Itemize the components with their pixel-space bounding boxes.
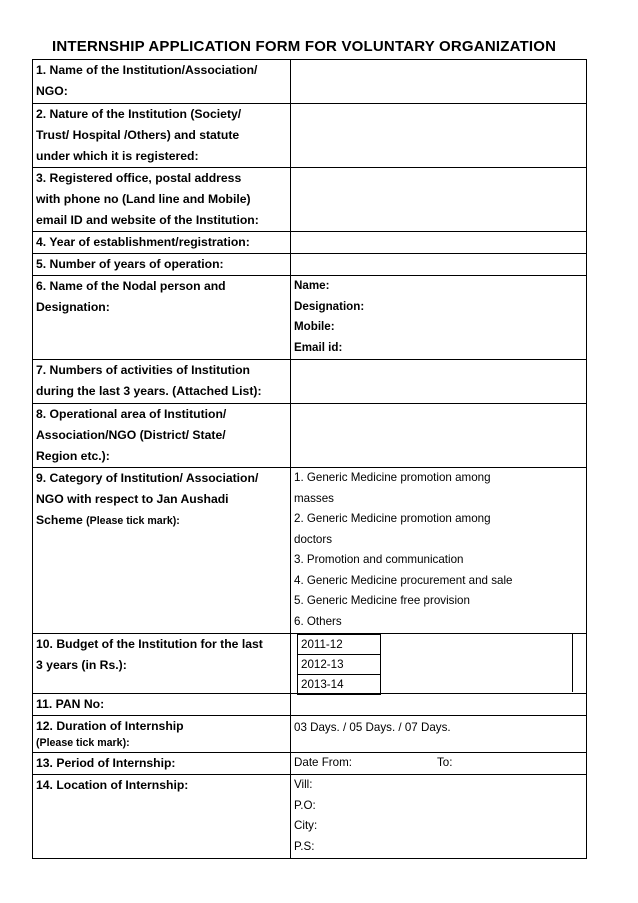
table-row [33,775,587,859]
answer-period [291,753,587,775]
table-row [33,694,587,716]
police-station-field[interactable]: P.S: [294,839,315,853]
question-text: Scheme [36,513,83,527]
table-row [33,753,587,775]
answer-operational-area[interactable] [291,404,587,468]
answer-activities[interactable] [291,360,587,404]
question-text: email ID and website of the Institution: [36,213,259,227]
question-category [33,468,291,634]
answer-institution-name[interactable] [291,60,587,104]
category-option[interactable]: doctors [294,532,333,546]
answer-year-establishment[interactable] [291,232,587,254]
question-text: NGO with respect to Jan Aushadi [36,492,229,506]
question-pan [33,694,291,716]
question-activities [33,360,291,404]
answer-institution-nature[interactable] [291,104,587,168]
question-year-establishment [33,232,291,254]
budget-amount-field[interactable] [371,634,573,692]
nodal-name-field[interactable]: Name: [294,279,330,292]
city-field[interactable]: City: [294,819,318,832]
question-text: 3 years (in Rs.): [36,658,127,672]
question-institution-nature [33,104,291,168]
question-text: 8. Operational area of Institution/ [36,407,227,421]
question-text: Region etc.): [36,449,110,463]
date-from-field[interactable]: Date From: [294,756,352,769]
tick-instruction: (Please tick mark): [86,515,180,527]
table-row [33,404,587,468]
question-text: 13. Period of Internship: [36,756,176,770]
question-text: NGO: [36,84,68,98]
table-row [33,634,587,694]
budget-year-label: 2011-12 [298,635,381,655]
table-row [33,60,587,104]
application-form-table [32,59,587,859]
category-option[interactable]: 5. Generic Medicine free provision [294,594,470,607]
question-text [36,510,287,532]
answer-pan[interactable] [291,694,587,716]
question-operational-area [33,404,291,468]
question-text: during the last 3 years. (Attached List): [36,384,262,398]
budget-year-table [297,634,381,695]
question-text: Designation: [36,300,110,314]
form-title: INTERNSHIP APPLICATION FORM FOR VOLUNTARY ORGANIZATION [52,38,557,55]
table-row [33,168,587,232]
question-text: Association/NGO (District/ State/ [36,428,226,442]
question-text: 2. Nature of the Institution (Society/ [36,107,242,121]
table-row [33,276,587,360]
question-institution-name [33,60,291,104]
answer-nodal-person[interactable] [291,276,587,360]
question-nodal-person [33,276,291,360]
table-row [33,104,587,168]
question-text: 12. Duration of Internship [36,719,184,733]
answer-location [291,775,587,859]
budget-year-label: 2012-13 [298,655,381,675]
answer-duration[interactable] [291,716,587,753]
question-text: 7. Numbers of activities of Institution [36,363,250,377]
duration-options[interactable]: 03 Days. / 05 Days. / 07 Days. [294,721,451,734]
tick-instruction: (Please tick mark): [36,737,130,749]
question-text: 6. Name of the Nodal person and [36,279,226,293]
answer-category [291,468,587,634]
answer-registered-office[interactable] [291,168,587,232]
question-location [33,775,291,859]
question-budget [33,634,291,694]
category-option[interactable]: 4. Generic Medicine procurement and sale [294,573,513,587]
category-option[interactable]: 3. Promotion and communication [294,553,464,566]
question-period [33,753,291,775]
village-field[interactable]: Vill: [294,778,313,791]
post-office-field[interactable]: P.O: [294,798,316,812]
question-text: Trust/ Hospital /Others) and statute [36,128,240,142]
table-row [33,254,587,276]
category-option[interactable]: 2. Generic Medicine promotion among [294,512,491,525]
question-text: 3. Registered office, postal address [36,171,242,185]
budget-year-label: 2013-14 [298,675,381,695]
answer-budget [291,634,587,694]
question-duration [33,716,291,753]
question-text: 9. Category of Institution/ Association/ [36,471,259,485]
table-row [33,468,587,634]
category-option[interactable]: masses [294,491,334,505]
budget-grid [291,634,586,692]
category-option[interactable]: 1. Generic Medicine promotion among [294,471,491,484]
question-text: under which it is registered: [36,149,199,163]
table-row [33,360,587,404]
question-registered-office [33,168,291,232]
nodal-mobile-field[interactable]: Mobile: [294,320,335,333]
table-row [33,232,587,254]
question-text: 11. PAN No: [36,697,105,711]
question-text: 1. Name of the Institution/Association/ [36,63,258,77]
answer-years-operation[interactable] [291,254,587,276]
nodal-email-field[interactable]: Email id: [294,340,343,354]
table-row [33,716,587,753]
question-text: 14. Location of Internship: [36,778,189,792]
question-text: 10. Budget of the Institution for the last [36,637,263,651]
nodal-designation-field[interactable]: Designation: [294,299,365,313]
question-text: with phone no (Land line and Mobile) [36,192,251,206]
date-to-field[interactable]: To: [437,756,453,769]
question-text: 4. Year of establishment/registration: [36,235,250,249]
question-years-operation [33,254,291,276]
question-text: 5. Number of years of operation: [36,257,224,271]
category-option[interactable]: 6. Others [294,614,342,628]
